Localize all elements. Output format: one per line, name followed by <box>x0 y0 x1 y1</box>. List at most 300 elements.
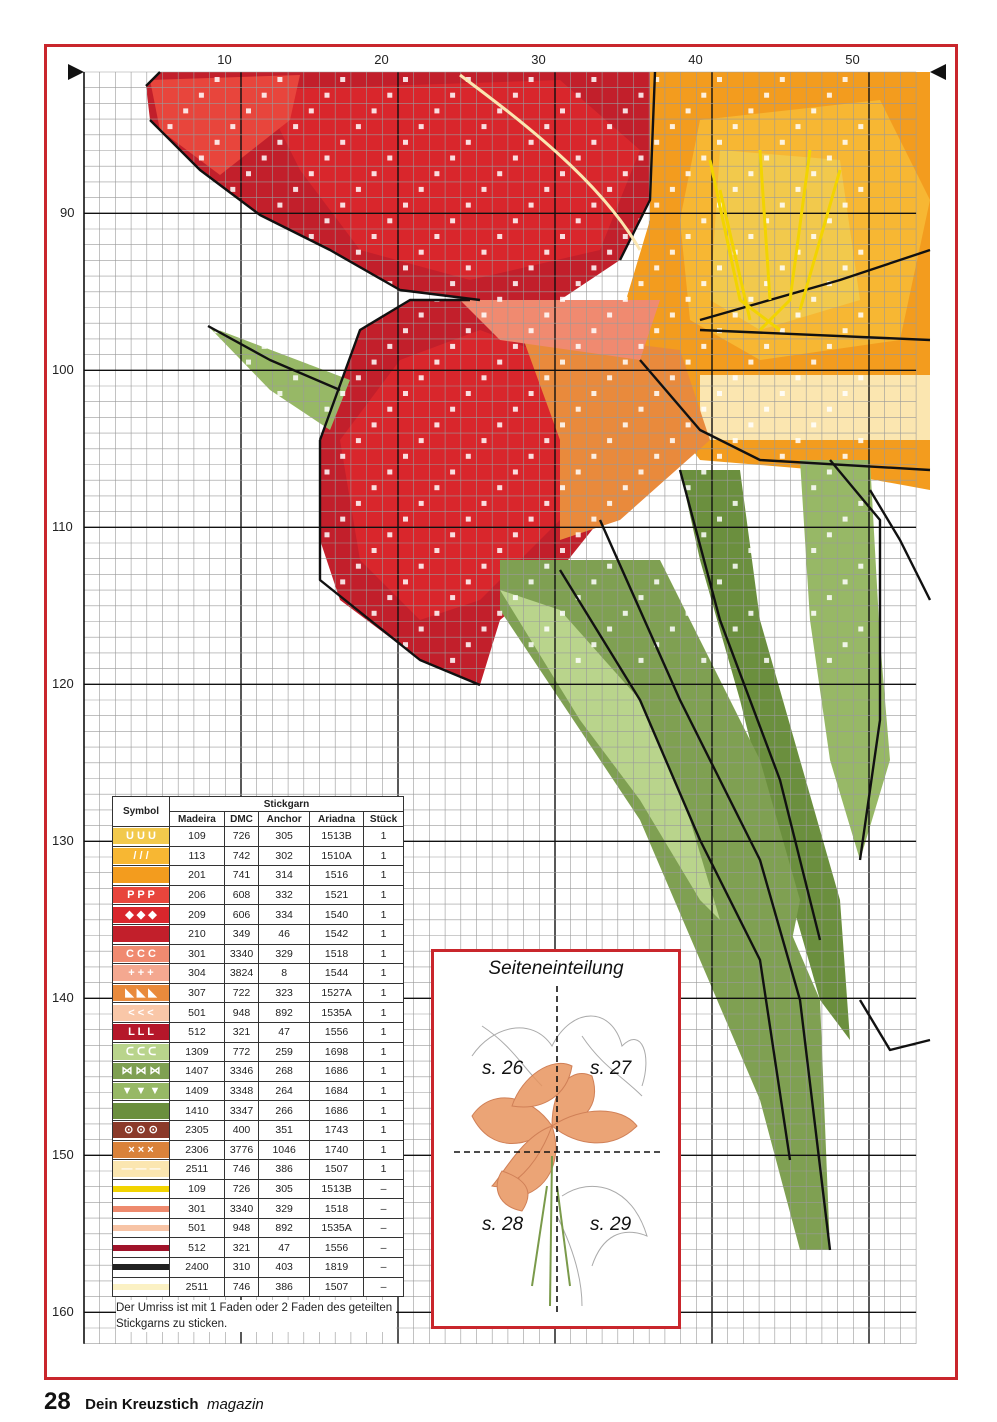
stitch-symbol <box>246 485 251 490</box>
stitch-symbol <box>733 187 738 192</box>
stitch-symbol <box>623 485 628 490</box>
stitch-symbol <box>513 658 518 663</box>
legend-color-swatch: C C C <box>113 946 169 962</box>
stitch-symbol <box>183 611 188 616</box>
stitch-symbol <box>654 454 659 459</box>
stitch-symbol <box>560 611 565 616</box>
stitch-symbol <box>215 265 220 270</box>
legend-symbol <box>113 924 170 944</box>
stitch-symbol <box>670 187 675 192</box>
stitch-symbol <box>529 203 534 208</box>
stitch-symbol <box>356 627 361 632</box>
legend-cell-qty: 1 <box>364 1140 404 1160</box>
stitch-symbol <box>576 407 581 412</box>
legend-col-anchor: Anchor <box>259 812 310 827</box>
legend-row <box>113 1042 404 1062</box>
stitch-symbol <box>293 187 298 192</box>
stitch-symbol <box>450 407 455 412</box>
stitch-symbol <box>670 124 675 129</box>
stitch-symbol <box>686 171 691 176</box>
stitch-symbol <box>199 407 204 412</box>
stitch-symbol <box>544 250 549 255</box>
legend-cell-ariadna: 1518 <box>310 944 364 964</box>
legend-row <box>113 846 404 866</box>
stitch-symbol <box>309 234 314 239</box>
stitch-symbol <box>450 93 455 98</box>
stitch-symbol <box>293 501 298 506</box>
stitch-symbol <box>372 108 377 113</box>
stitch-symbol <box>168 627 173 632</box>
stitch-symbol <box>403 517 408 522</box>
stitch-symbol <box>858 375 863 380</box>
legend-color-swatch: U U U <box>113 828 169 844</box>
stitch-symbol <box>183 234 188 239</box>
stitch-symbol <box>199 93 204 98</box>
legend-cell-anchor: 334 <box>259 905 310 925</box>
stitch-symbol <box>293 627 298 632</box>
legend-cell-madeira: 109 <box>170 1179 225 1199</box>
legend-cell-ariadna: 1556 <box>310 1238 364 1258</box>
legend-color-swatch: ⋈ ⋈ ⋈ <box>113 1063 169 1079</box>
page-label-28: s. 28 <box>482 1214 524 1235</box>
legend-symbol <box>113 1022 170 1042</box>
stitch-symbol <box>419 187 424 192</box>
legend-row <box>113 983 404 1003</box>
stitch-symbol <box>293 438 298 443</box>
stitch-symbol <box>764 658 769 663</box>
stitch-symbol <box>780 642 785 647</box>
stitch-symbol <box>591 454 596 459</box>
stitch-symbol <box>466 517 471 522</box>
legend-cell-dmc: 608 <box>224 885 258 905</box>
stitch-symbol <box>277 517 282 522</box>
stitch-symbol <box>466 454 471 459</box>
stitch-symbol <box>482 313 487 318</box>
stitch-symbol <box>340 77 345 82</box>
stitch-symbol <box>230 501 235 506</box>
stitch-symbol <box>293 124 298 129</box>
legend-symbol <box>113 1140 170 1160</box>
legend-cell-dmc: 772 <box>224 1042 258 1062</box>
stitch-symbol <box>403 265 408 270</box>
stitch-symbol <box>607 187 612 192</box>
stitch-symbol <box>513 595 518 600</box>
stitch-symbol <box>356 375 361 380</box>
stitch-symbol <box>403 140 408 145</box>
legend-cell-ariadna: 1516 <box>310 866 364 886</box>
stitch-symbol <box>513 532 518 537</box>
legend-color-swatch: ⊙ ⊙ ⊙ <box>113 1122 169 1138</box>
stitch-symbol <box>419 564 424 569</box>
page-footer <box>44 1388 264 1418</box>
legend-row <box>113 866 404 886</box>
stitch-symbol <box>796 375 801 380</box>
page-number: 28 <box>44 1388 71 1415</box>
stitch-symbol <box>827 532 832 537</box>
stitch-symbol <box>591 77 596 82</box>
stitch-symbol <box>639 470 644 475</box>
stitch-symbol <box>780 454 785 459</box>
legend-cell-ariadna: 1513B <box>310 827 364 847</box>
stitch-symbol <box>262 281 267 286</box>
legend-symbol <box>113 1258 170 1278</box>
stitch-symbol <box>686 611 691 616</box>
stitch-symbol <box>811 611 816 616</box>
row-label: 120 <box>52 676 74 692</box>
stitch-symbol <box>717 265 722 270</box>
stitch-symbol <box>780 265 785 270</box>
stitch-symbol <box>654 203 659 208</box>
stitch-symbol <box>325 281 330 286</box>
legend-cell-qty: 1 <box>364 983 404 1003</box>
stitch-symbol <box>497 108 502 113</box>
legend-symbol <box>113 1003 170 1023</box>
stitch-symbol <box>733 313 738 318</box>
stitch-symbol <box>654 579 659 584</box>
stitch-symbol <box>230 250 235 255</box>
legend-cell-dmc: 3346 <box>224 1062 258 1082</box>
stitch-symbol <box>717 579 722 584</box>
stitch-symbol <box>466 391 471 396</box>
magazine-suffix: magazin <box>206 1396 264 1413</box>
stitch-symbol <box>356 313 361 318</box>
stitch-symbol <box>748 297 753 302</box>
legend-cell-dmc: 310 <box>224 1258 258 1278</box>
stitch-symbol <box>591 203 596 208</box>
stitch-symbol <box>827 470 832 475</box>
stitch-symbol <box>827 218 832 223</box>
stitch-symbol <box>858 187 863 192</box>
stitch-symbol <box>340 454 345 459</box>
stitch-symbol <box>529 265 534 270</box>
stitch-symbol <box>544 187 549 192</box>
stitch-symbol <box>701 407 706 412</box>
legend-cell-anchor: 403 <box>259 1258 310 1278</box>
stitch-symbol <box>340 391 345 396</box>
legend-cell-dmc: 726 <box>224 1179 258 1199</box>
stitch-symbol <box>607 501 612 506</box>
stitch-symbol <box>450 344 455 349</box>
legend-cell-qty: 1 <box>364 1081 404 1101</box>
stitch-symbol <box>748 485 753 490</box>
stitch-symbol <box>827 156 832 161</box>
legend-cell-anchor: 47 <box>259 1238 310 1258</box>
stitch-symbol <box>466 642 471 647</box>
stitch-symbol <box>717 454 722 459</box>
stitch-symbol <box>670 627 675 632</box>
legend-cell-dmc: 321 <box>224 1022 258 1042</box>
stitch-symbol <box>623 297 628 302</box>
stitch-symbol <box>796 187 801 192</box>
stitch-symbol <box>277 140 282 145</box>
stitch-symbol <box>356 187 361 192</box>
stitch-symbol <box>717 517 722 522</box>
stitch-symbol <box>325 532 330 537</box>
stitch-symbol <box>748 108 753 113</box>
legend-cell-anchor: 351 <box>259 1120 310 1140</box>
stitch-symbol <box>434 108 439 113</box>
legend-cell-ariadna: 1698 <box>310 1042 364 1062</box>
legend-cell-ariadna: 1507 <box>310 1160 364 1180</box>
legend-row <box>113 1022 404 1042</box>
stitch-symbol <box>246 360 251 365</box>
stitch-symbol <box>482 627 487 632</box>
stitch-symbol <box>497 234 502 239</box>
stitch-symbol <box>576 218 581 223</box>
stitch-symbol <box>309 611 314 616</box>
stitch-symbol <box>748 548 753 553</box>
legend-note: Der Umriss ist mit 1 Faden oder 2 Faden des geteilten Stickgarns zu sticken. <box>116 1300 396 1332</box>
stitch-symbol <box>576 344 581 349</box>
stitch-symbol <box>811 548 816 553</box>
stitch-symbol <box>576 281 581 286</box>
stitch-symbol <box>434 234 439 239</box>
stitch-symbol <box>858 501 863 506</box>
stitch-symbol <box>796 501 801 506</box>
stitch-symbol <box>796 564 801 569</box>
stitch-symbol <box>529 328 534 333</box>
stitch-symbol <box>230 187 235 192</box>
stitch-symbol <box>623 234 628 239</box>
row-label: 150 <box>52 1147 74 1163</box>
stitch-symbol <box>403 328 408 333</box>
stitch-symbol <box>246 234 251 239</box>
legend-cell-qty: – <box>364 1199 404 1219</box>
legend-row <box>113 944 404 964</box>
stitch-symbol <box>686 297 691 302</box>
row-label: 140 <box>52 990 74 1006</box>
stitch-symbol <box>356 250 361 255</box>
stitch-symbol <box>607 438 612 443</box>
legend-line-swatch <box>113 1259 169 1275</box>
legend-cell-madeira: 304 <box>170 964 225 984</box>
legend-cell-qty: 1 <box>364 924 404 944</box>
legend-symbol <box>113 866 170 886</box>
stitch-symbol <box>764 156 769 161</box>
stitch-symbol <box>717 642 722 647</box>
center-marker <box>930 64 946 80</box>
stitch-symbol <box>340 517 345 522</box>
stitch-symbol <box>748 422 753 427</box>
legend-row <box>113 1238 404 1258</box>
page-layout-box <box>431 949 681 1329</box>
stitch-symbol <box>811 234 816 239</box>
legend-cell-qty: 1 <box>364 1003 404 1023</box>
stitch-symbol <box>686 234 691 239</box>
stitch-symbol <box>513 218 518 223</box>
legend-cell-dmc: 948 <box>224 1218 258 1238</box>
legend-cell-qty: 1 <box>364 846 404 866</box>
stitch-symbol <box>403 391 408 396</box>
legend-cell-qty: – <box>364 1238 404 1258</box>
legend-cell-madeira: 210 <box>170 924 225 944</box>
stitch-symbol <box>811 108 816 113</box>
stitch-symbol <box>497 485 502 490</box>
column-label: 40 <box>688 52 703 67</box>
stitch-symbol <box>372 422 377 427</box>
stitch-symbol <box>591 579 596 584</box>
legend-cell-ariadna: 1556 <box>310 1022 364 1042</box>
legend-color-swatch <box>113 867 169 883</box>
legend-cell-dmc: 606 <box>224 905 258 925</box>
stitch-symbol <box>858 564 863 569</box>
stitch-symbol <box>670 250 675 255</box>
stitch-symbol <box>356 438 361 443</box>
legend-symbol <box>113 1160 170 1180</box>
legend-cell-anchor: 47 <box>259 1022 310 1042</box>
stitch-symbol <box>450 218 455 223</box>
stitch-symbol <box>325 344 330 349</box>
stitch-symbol <box>623 422 628 427</box>
stitch-symbol <box>277 328 282 333</box>
legend-cell-ariadna: 1535A <box>310 1003 364 1023</box>
stitch-symbol <box>591 642 596 647</box>
legend-cell-anchor: 8 <box>259 964 310 984</box>
stitch-symbol <box>215 77 220 82</box>
stitch-symbol <box>497 548 502 553</box>
legend-cell-madeira: 307 <box>170 983 225 1003</box>
legend-symbol <box>113 964 170 984</box>
stitch-symbol <box>623 171 628 176</box>
stitch-symbol <box>670 438 675 443</box>
legend-row <box>113 1277 404 1297</box>
stitch-symbol <box>482 250 487 255</box>
column-label: 50 <box>845 52 860 67</box>
stitch-symbol <box>419 250 424 255</box>
stitch-symbol <box>733 627 738 632</box>
stitch-symbol <box>387 156 392 161</box>
legend-cell-madeira: 2400 <box>170 1258 225 1278</box>
legend-row <box>113 964 404 984</box>
stitch-symbol <box>607 313 612 318</box>
stitch-symbol <box>544 313 549 318</box>
stitch-symbol <box>372 548 377 553</box>
stitch-symbol <box>623 548 628 553</box>
chart-fill-region <box>260 80 640 280</box>
stitch-symbol <box>544 438 549 443</box>
stitch-symbol <box>325 156 330 161</box>
stitch-symbol <box>246 548 251 553</box>
legend-row <box>113 1101 404 1121</box>
stitch-symbol <box>513 156 518 161</box>
stitch-symbol <box>230 627 235 632</box>
stitch-symbol <box>434 171 439 176</box>
stitch-symbol <box>309 485 314 490</box>
stitch-symbol <box>466 328 471 333</box>
legend-cell-anchor: 305 <box>259 1179 310 1199</box>
legend-color-swatch: / / / <box>113 848 169 864</box>
stitch-symbol <box>513 407 518 412</box>
legend-cell-ariadna: 1740 <box>310 1140 364 1160</box>
legend-row <box>113 1081 404 1101</box>
stitch-symbol <box>764 93 769 98</box>
legend-cell-ariadna: 1686 <box>310 1062 364 1082</box>
column-label: 10 <box>217 52 232 67</box>
legend-cell-qty: 1 <box>364 885 404 905</box>
chart-fill-region <box>700 375 930 440</box>
legend-cell-anchor: 305 <box>259 827 310 847</box>
stitch-symbol <box>199 156 204 161</box>
legend-symbol <box>113 827 170 847</box>
stitch-symbol <box>325 218 330 223</box>
legend-cell-ariadna: 1819 <box>310 1258 364 1278</box>
row-label: 110 <box>52 519 73 535</box>
stitch-symbol <box>529 517 534 522</box>
stitch-symbol <box>309 108 314 113</box>
legend-cell-qty: 1 <box>364 1062 404 1082</box>
stitch-symbol <box>215 391 220 396</box>
stitch-symbol <box>230 438 235 443</box>
legend-symbol <box>113 1218 170 1238</box>
page-label-29: s. 29 <box>590 1214 632 1235</box>
stitch-symbol <box>686 422 691 427</box>
legend-row <box>113 1062 404 1082</box>
stitch-symbol <box>482 187 487 192</box>
stitch-symbol <box>827 595 832 600</box>
legend-cell-anchor: 386 <box>259 1160 310 1180</box>
row-label: 130 <box>52 833 74 849</box>
legend-cell-anchor: 314 <box>259 866 310 886</box>
legend-cell-dmc: 746 <box>224 1160 258 1180</box>
legend-color-swatch <box>113 1103 169 1119</box>
stitch-symbol <box>450 156 455 161</box>
legend-row <box>113 1003 404 1023</box>
legend-cell-anchor: 329 <box>259 1199 310 1219</box>
legend-cell-ariadna: 1527A <box>310 983 364 1003</box>
stitch-symbol <box>623 108 628 113</box>
stitch-symbol <box>639 595 644 600</box>
stitch-symbol <box>576 93 581 98</box>
legend-cell-madeira: 206 <box>170 885 225 905</box>
stitch-symbol <box>796 438 801 443</box>
stitch-symbol <box>858 438 863 443</box>
stitch-symbol <box>168 187 173 192</box>
legend-cell-madeira: 301 <box>170 1199 225 1219</box>
legend-symbol <box>113 1042 170 1062</box>
legend-cell-qty: 1 <box>364 1101 404 1121</box>
stitch-symbol <box>764 470 769 475</box>
stitch-symbol <box>764 532 769 537</box>
page-layout-title: Seiteneinteilung <box>488 958 624 979</box>
legend-row <box>113 924 404 944</box>
stitch-symbol <box>309 548 314 553</box>
stitch-symbol <box>293 564 298 569</box>
legend-cell-dmc: 349 <box>224 924 258 944</box>
legend-cell-ariadna: 1510A <box>310 846 364 866</box>
stitch-symbol <box>670 375 675 380</box>
stitch-symbol <box>450 281 455 286</box>
stitch-symbol <box>277 454 282 459</box>
stitch-symbol <box>168 124 173 129</box>
stitch-symbol <box>325 595 330 600</box>
stitch-symbol <box>419 627 424 632</box>
stitch-symbol <box>434 548 439 553</box>
legend-cell-qty: – <box>364 1179 404 1199</box>
stitch-symbol <box>482 501 487 506</box>
stitch-symbol <box>639 281 644 286</box>
legend-symbol <box>113 905 170 925</box>
stitch-symbol <box>482 124 487 129</box>
legend-line-swatch <box>113 1181 169 1197</box>
stitch-symbol <box>466 265 471 270</box>
legend-cell-anchor: 302 <box>259 846 310 866</box>
stitch-symbol <box>387 532 392 537</box>
stitch-symbol <box>858 250 863 255</box>
legend-cell-madeira: 1409 <box>170 1081 225 1101</box>
stitch-symbol <box>387 658 392 663</box>
stitch-symbol <box>387 595 392 600</box>
legend-cell-ariadna: 1542 <box>310 924 364 944</box>
